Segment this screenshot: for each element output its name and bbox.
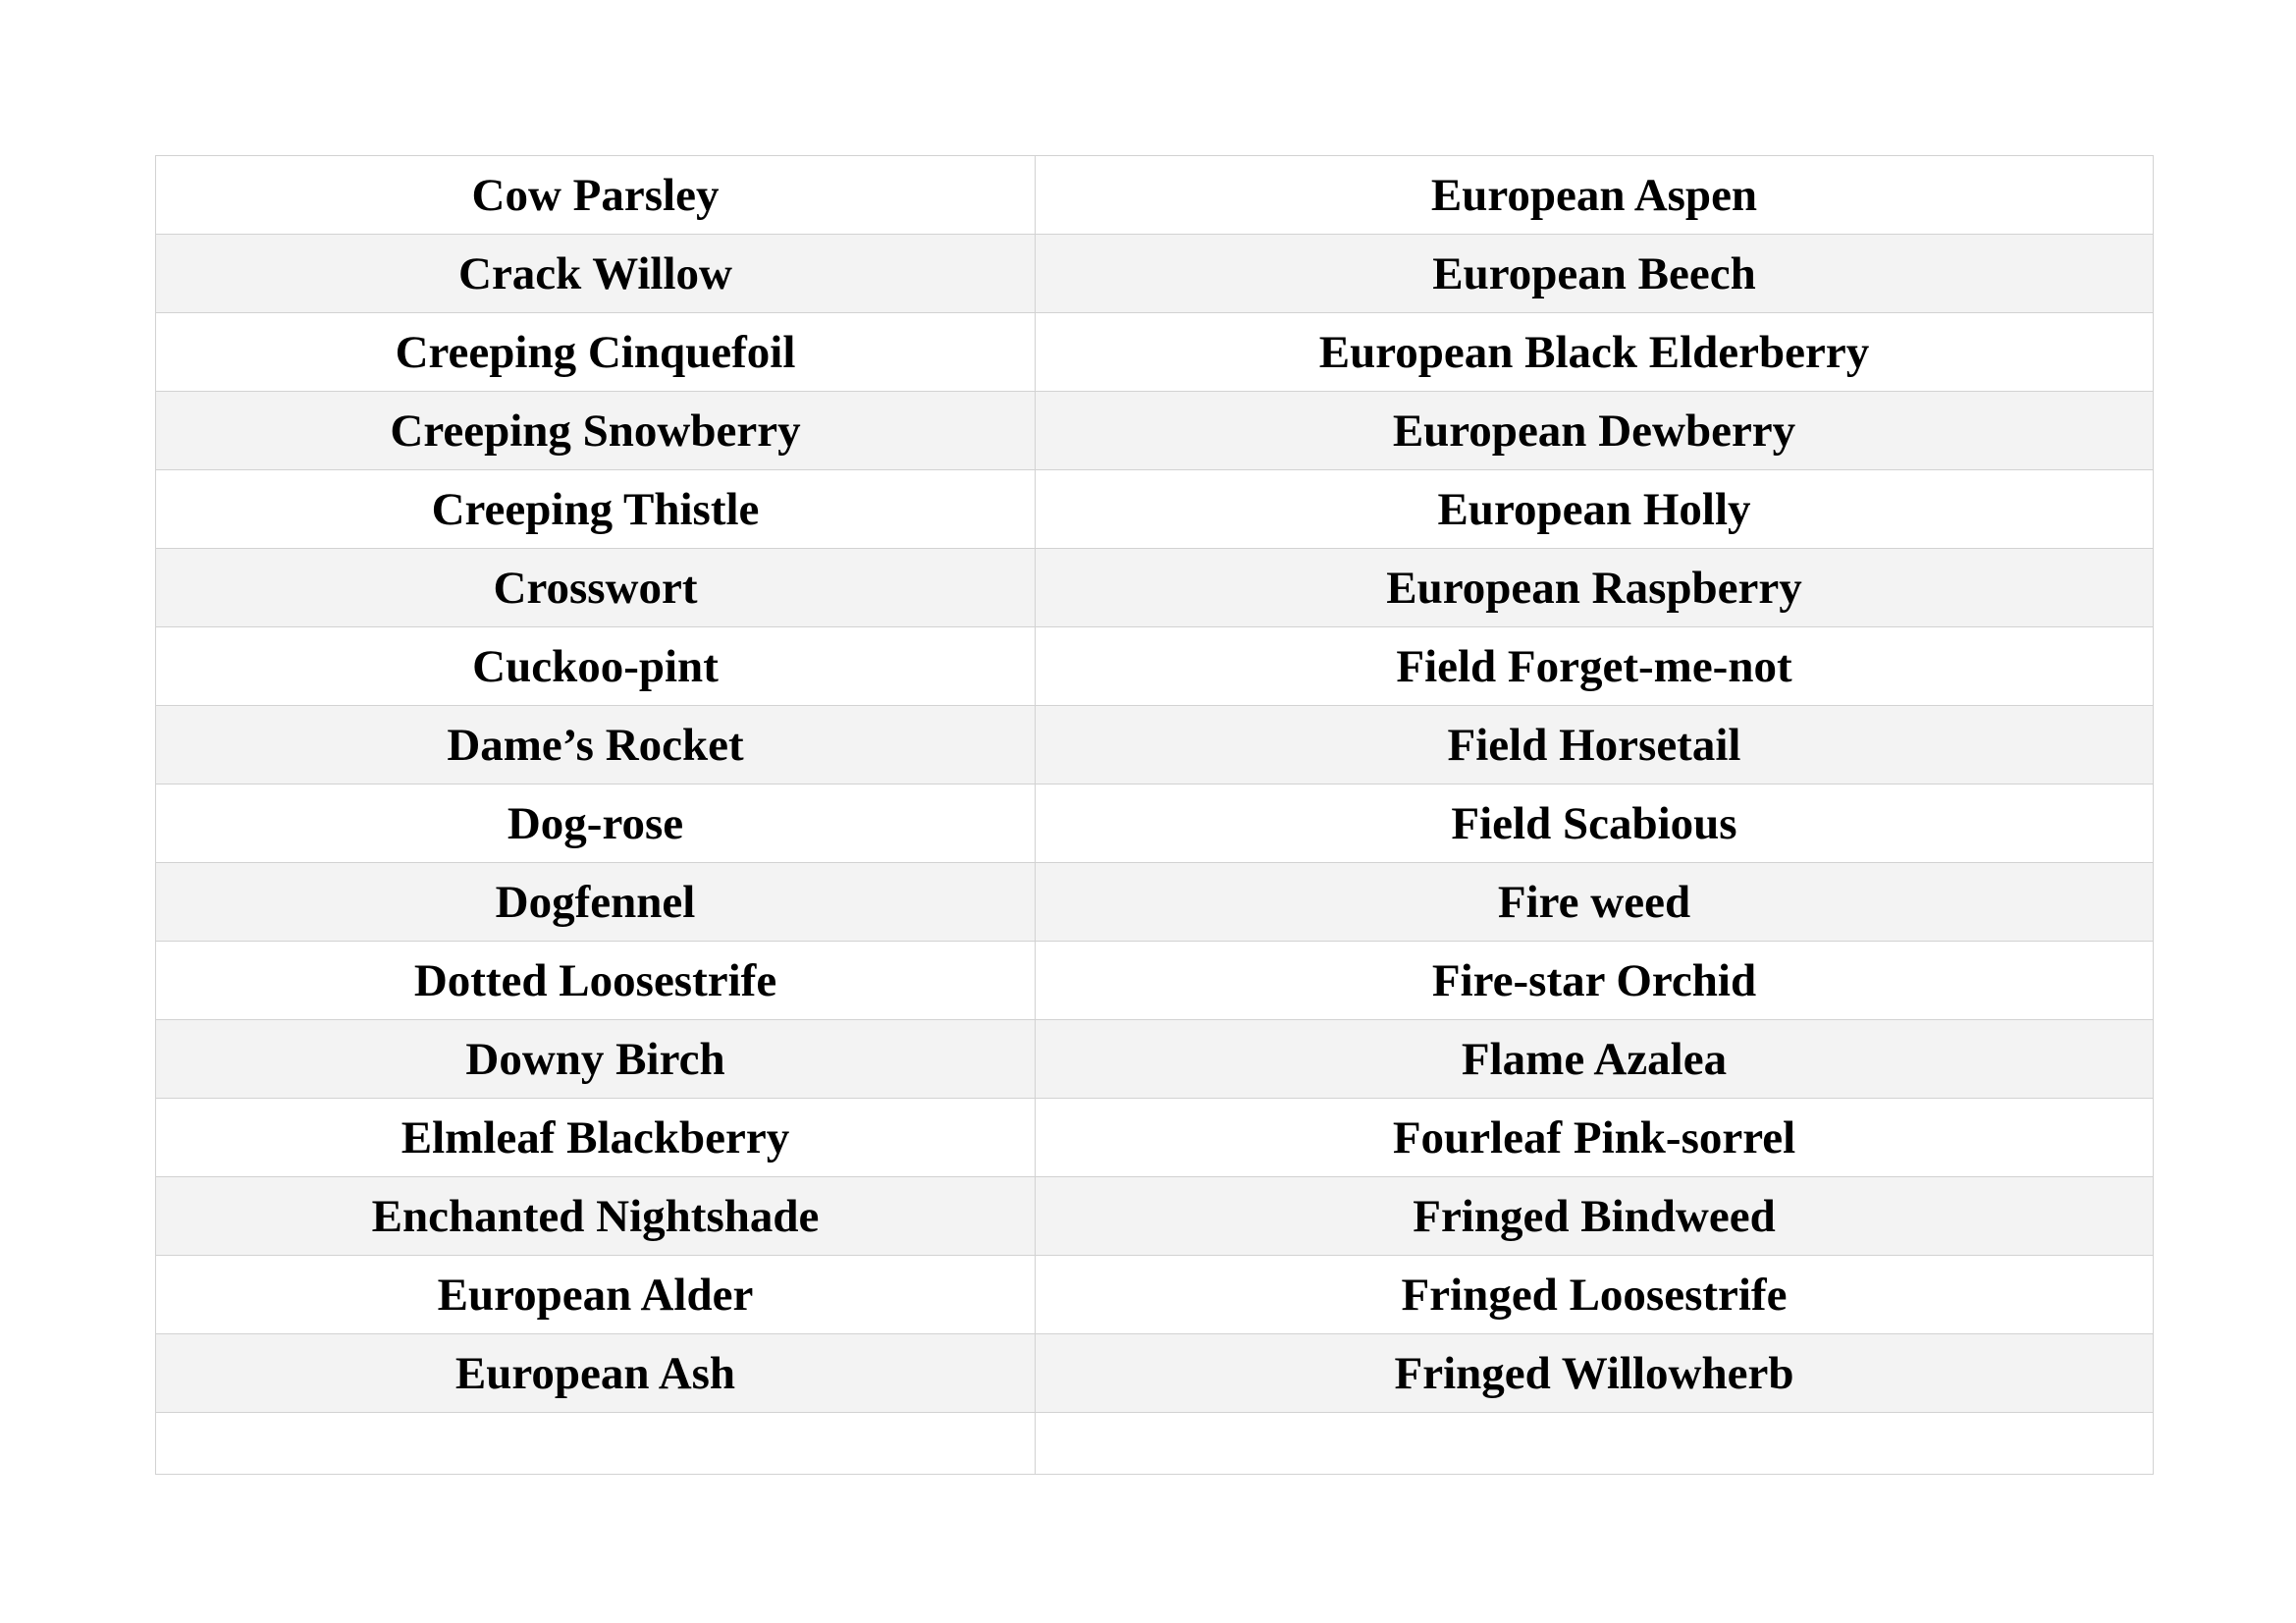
table-cell: Creeping Snowberry (156, 392, 1036, 470)
table-cell: Cuckoo-pint (156, 627, 1036, 706)
table-cell: Fringed Loosestrife (1036, 1256, 2154, 1334)
table-cell: European Beech (1036, 235, 2154, 313)
table-row (156, 313, 2154, 392)
table-row-empty (156, 1413, 2154, 1475)
table-cell: Field Scabious (1036, 784, 2154, 863)
table-cell-empty (156, 1413, 1036, 1475)
table-row (156, 1099, 2154, 1177)
table-cell: Field Forget-me-not (1036, 627, 2154, 706)
table-cell-empty (1036, 1413, 2154, 1475)
table-row (156, 1177, 2154, 1256)
table-cell: Field Horsetail (1036, 706, 2154, 784)
table-cell: Fringed Bindweed (1036, 1177, 2154, 1256)
table-cell: Elmleaf Blackberry (156, 1099, 1036, 1177)
table-row (156, 942, 2154, 1020)
table-cell: Cow Parsley (156, 156, 1036, 235)
table-cell: Flame Azalea (1036, 1020, 2154, 1099)
plant-name-table (155, 155, 2154, 1475)
table-row (156, 392, 2154, 470)
table-cell: Crosswort (156, 549, 1036, 627)
table-cell: European Aspen (1036, 156, 2154, 235)
table-cell: Dog-rose (156, 784, 1036, 863)
table-cell: European Holly (1036, 470, 2154, 549)
table-row (156, 156, 2154, 235)
table-cell: European Alder (156, 1256, 1036, 1334)
table-cell: Crack Willow (156, 235, 1036, 313)
table-cell: Fringed Willowherb (1036, 1334, 2154, 1413)
table-cell: European Dewberry (1036, 392, 2154, 470)
table-row (156, 549, 2154, 627)
table-cell: Creeping Thistle (156, 470, 1036, 549)
table-cell: Fourleaf Pink-sorrel (1036, 1099, 2154, 1177)
table-cell: Fire-star Orchid (1036, 942, 2154, 1020)
table-row (156, 784, 2154, 863)
table-row (156, 863, 2154, 942)
table-cell: European Raspberry (1036, 549, 2154, 627)
table-cell: Dotted Loosestrife (156, 942, 1036, 1020)
table-cell: Dame’s Rocket (156, 706, 1036, 784)
table-row (156, 235, 2154, 313)
table-row (156, 470, 2154, 549)
table-row (156, 706, 2154, 784)
table-row (156, 1334, 2154, 1413)
table-cell: Enchanted Nightshade (156, 1177, 1036, 1256)
table-row (156, 1020, 2154, 1099)
table-cell: Dogfennel (156, 863, 1036, 942)
table-cell: European Ash (156, 1334, 1036, 1413)
table-row (156, 627, 2154, 706)
table-row (156, 1256, 2154, 1334)
table-cell: Fire weed (1036, 863, 2154, 942)
table-cell: Downy Birch (156, 1020, 1036, 1099)
table-cell: European Black Elderberry (1036, 313, 2154, 392)
table-cell: Creeping Cinquefoil (156, 313, 1036, 392)
